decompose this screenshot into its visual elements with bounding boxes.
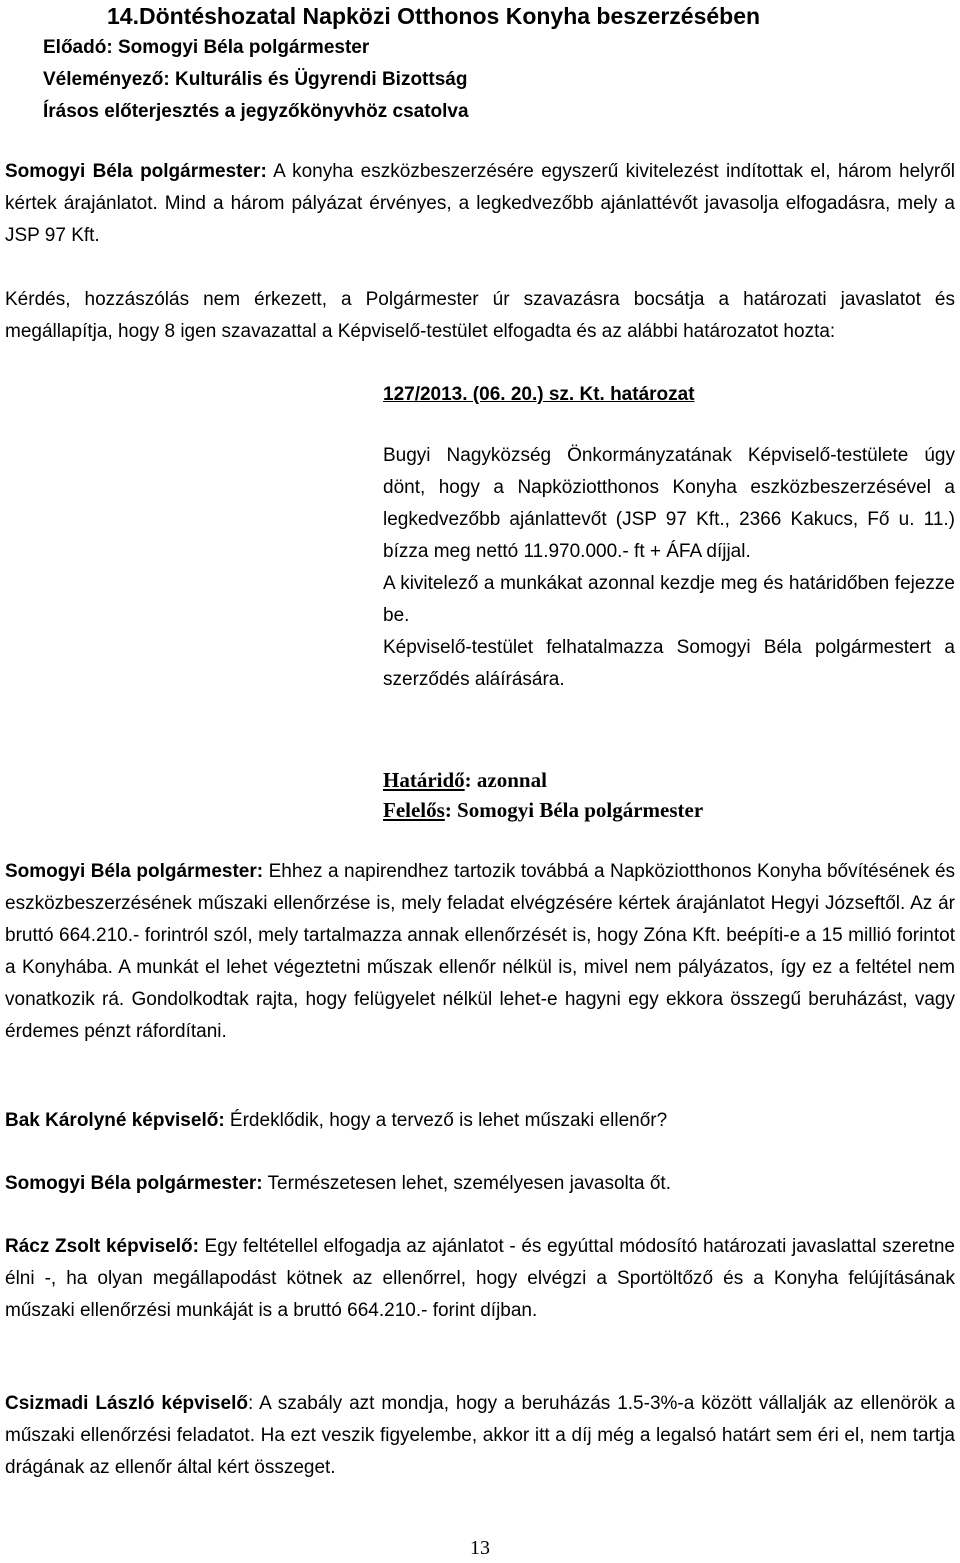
discussion-item [5,1388,955,1484]
speaker-name: Somogyi Béla polgármester: [5,861,264,882]
resolution-text-2: A kivitelező a munkákat azonnal kezdje meg és határidőben fejezze be. [383,573,955,626]
resolution-text-1: Bugyi Nagyközség Önkormányzatának Képviselő-testülete úgy dönt, hogy a Napköziotthonos Konyha eszközbeszerzésével a legkedvezőbb ajánlattevőt (JSP 97 Kft., 2366 Kakucs, Fő u. 11.) bízza meg nettó 11.970.000.- ft + ÁFA díjjal. [383,445,955,562]
discussion-item [5,856,955,1048]
speaker-name: Somogyi Béla polgármester: [5,1173,263,1194]
reviewer-line: Véleményező: Kulturális és Ügyrendi Bizottság [43,69,468,90]
page-number: 13 [470,1537,490,1559]
speaker-name: Csizmadi László képviselő [5,1393,249,1414]
attachment-line: Írásos előterjesztés a jegyzőkönyvhöz csatolva [43,101,469,122]
speaker-name: Bak Károlyné képviselő: [5,1110,225,1131]
agenda-header [5,0,955,128]
resolution-responsible: Felelős: Somogyi Béla polgármester [383,798,704,822]
paragraph-intro [5,156,955,252]
resolution-body [383,440,955,696]
speech-text: Egy feltétellel elfogadja az ajánlatot - és egyúttal módosító határozati javaslattal szeretne élni -, ha olyan megállapodást kötnek az ellenőrrel, hogy elvégzi a Sportöltőző és a Konyha felújításának műszaki ellenőrzési munkáját is a bruttó 664.210.- forint díjban. [5,1236,956,1321]
speaker-name: Rácz Zsolt képviselő: [5,1236,199,1257]
presenter-line: Előadó: Somogyi Béla polgármester [43,37,370,58]
vote-text: Kérdés, hozzászólás nem érkezett, a Polgármester úr szavazásra bocsátja a határozati javaslatot és megállapítja, hogy 8 igen szavazattal a Képviselő-testület elfogadta és az alábbi határozatot hozta: [5,289,955,342]
paragraph-vote [5,284,955,348]
resolution-deadline: Határidő: azonnal [383,768,547,792]
discussion-item [5,1231,955,1327]
discussion-item [5,1105,955,1137]
speech-text: Ehhez a napirendhez tartozik továbbá a Napköziotthonos Konyha bővítésének és eszközbeszerzésének műszaki ellenőrzése is, mely feladat elvégzésére kértek árajánlatot Hegyi Józseftől. Az ár bruttó 664.210.- forintról szól, mely tartalmazza annak ellenőrzését is, hogy Zóna Kft. beépíti-e a 15 millió forintot a Konyhába. A munkát el lehet végeztetni műszak ellenőr nélkül is, mivel nem pályázatos, így ez a feltétel nem vonatkozik rá. Gondolkodtak rajta, hogy felügyelet nélkül lehet-e hagyni egy ekkora összegű beruházást, vagy érdemes pénzt ráfordítani. [5,861,956,1042]
speech-text: : A szabály azt mondja, hogy a beruházás 1.5-3%-a között vállalják az ellenörök a műszaki ellenőrzési feladatot. Ha ezt veszik figyelembe, akkor itt a díj még a legalsó határt sem éri el, nem tartja drágának az ellenőr által kért összeget. [5,1393,955,1478]
agenda-title: 14.Döntéshozatal Napközi Otthonos Konyha beszerzésében [107,3,761,29]
discussion-item [5,1168,955,1200]
speech-text: A konyha eszközbeszerzésére egyszerű kivitelezést indítottak el, három helyről kértek árajánlatot. Mind a három pályázat érvényes, a legkedvezőbb ajánlattévőt javasolja elfogadásra, mely a JSP 97 Kft. [5,161,956,246]
resolution-text-3: Képviselő-testület felhatalmazza Somogyi Béla polgármestert a szerződés aláírására. [383,637,955,690]
speech-text: Érdeklődik, hogy a tervező is lehet műszaki ellenőr? [224,1110,668,1131]
speech-text: Természetesen lehet, személyesen javasolta őt. [262,1173,671,1194]
resolution-number: 127/2013. (06. 20.) sz. Kt. határozat [383,384,695,405]
speaker-name: Somogyi Béla polgármester: [5,161,267,182]
